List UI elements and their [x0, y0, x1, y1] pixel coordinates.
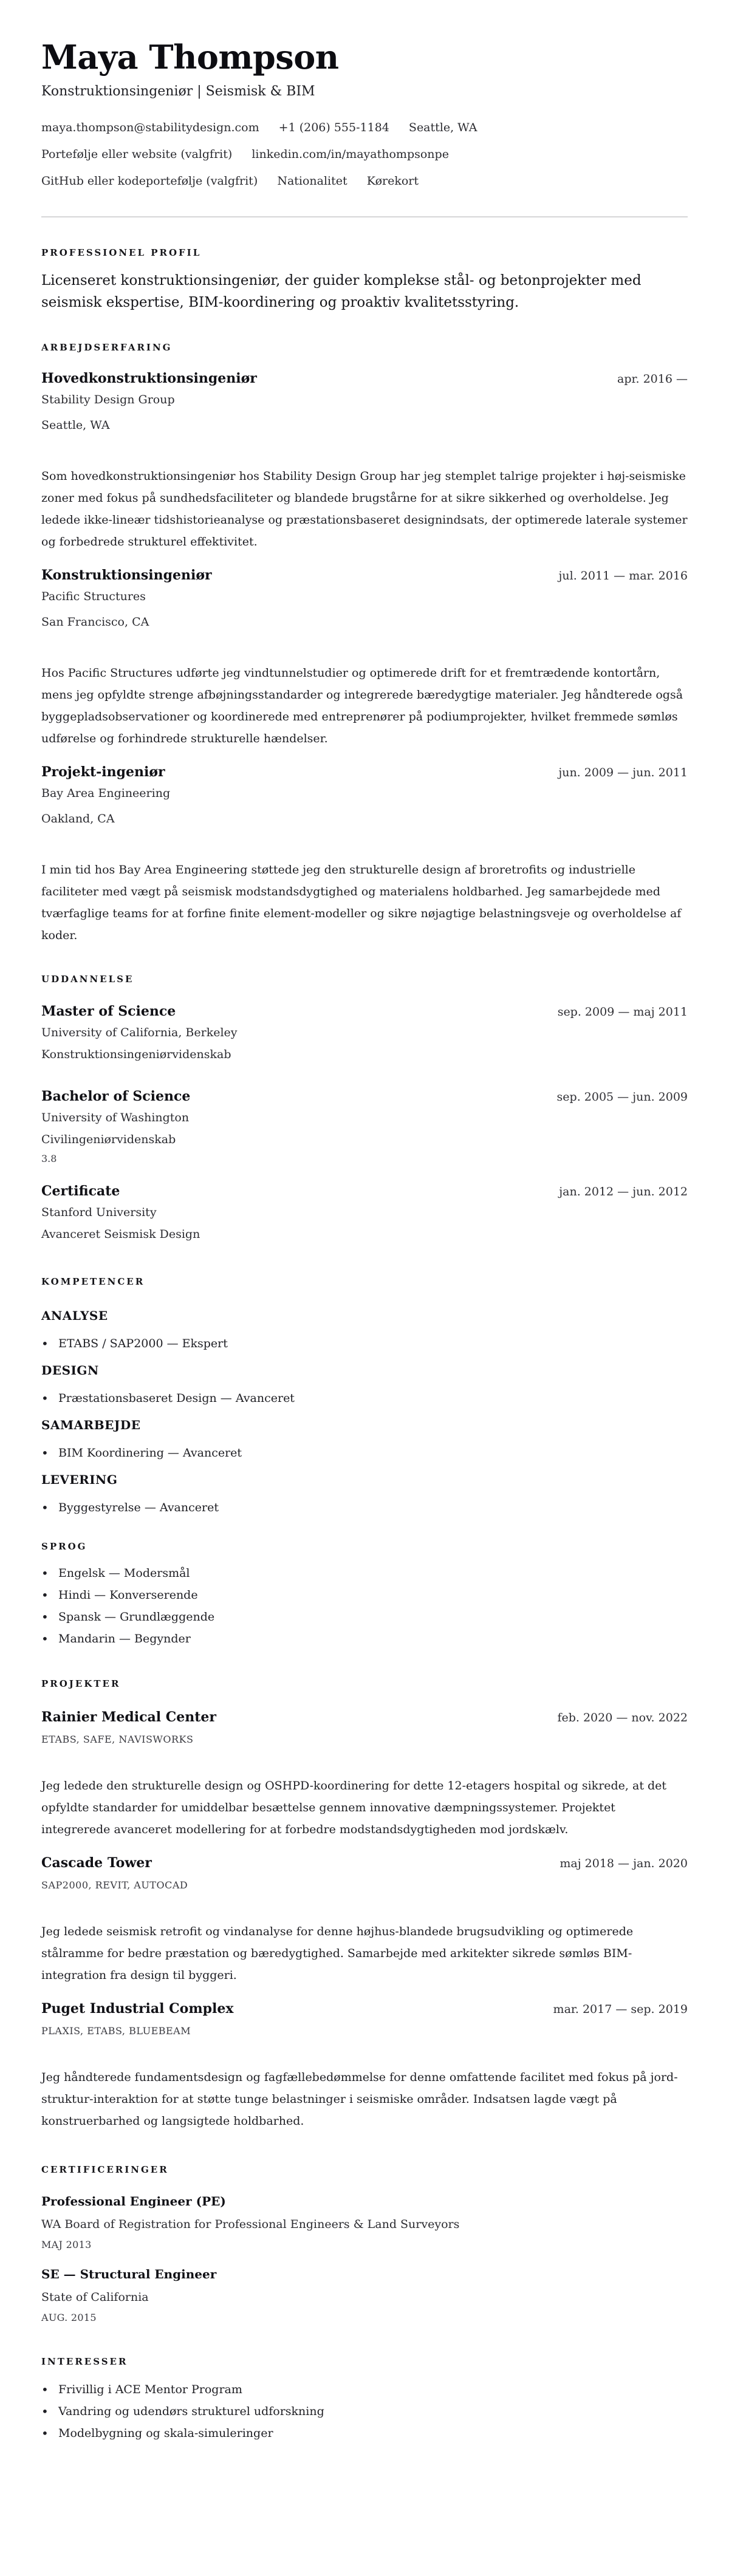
- skill-category: LEVERING: [41, 1472, 118, 1487]
- skill-list: [41, 1335, 688, 1352]
- certification-date: AUG. 2015: [41, 2312, 97, 2323]
- language-item: • Hindi — Konverserende: [41, 1587, 688, 1604]
- section-title-skills: KOMPETENCER: [41, 1276, 145, 1287]
- skill-group: [41, 1362, 688, 1407]
- degree-title: Bachelor of Science: [41, 1088, 191, 1104]
- project-date: feb. 2020 — nov. 2022: [557, 1711, 688, 1724]
- education-gpa: 3.8: [41, 1153, 57, 1164]
- language-item: • Engelsk — Modersmål: [41, 1565, 688, 1582]
- project-item: [41, 1708, 688, 1840]
- experience-item: [41, 369, 688, 553]
- languages-section: [41, 1540, 688, 1647]
- section-title-experience: ARBEJDSERFARING: [41, 342, 173, 353]
- section-title-languages: SPROG: [41, 1541, 87, 1552]
- section-title-education: UDDANNELSE: [41, 974, 134, 985]
- project-description: Jeg ledede seismisk retrofit og vindanalyse for denne højhus-blandede brugsudvikling og optimerede stålramme for bedre præstation og bæredygtighed. Samarbejde med arkitekter sikrede sømløs BIM-integration fra design til byggeri.: [41, 1925, 634, 1982]
- contact-email[interactable]: maya.thompson@stabilitydesign.com: [41, 121, 259, 134]
- experience-section: [41, 341, 688, 946]
- project-tech: SAP2000, REVIT, AUTOCAD: [41, 1879, 188, 1891]
- degree-title: Certificate: [41, 1183, 120, 1199]
- section-title-projects: PROJEKTER: [41, 1678, 121, 1689]
- job-description: I min tid hos Bay Area Engineering støttede jeg den strukturelle design af broretrofits og industrielle faciliteter med vægt på seismisk modstandsdygtighed og materialens holdbarhed. Jeg samarbejdede med tværfaglige teams for at forfine finite element-modeller og sikre nøjagtige belastningsveje og overholdelse af koder.: [41, 863, 682, 942]
- education-date: sep. 2009 — maj 2011: [557, 1005, 688, 1019]
- education-school: University of California, Berkeley: [41, 1026, 238, 1039]
- skill-category: SAMARBEJDE: [41, 1418, 141, 1432]
- header-divider: [41, 216, 688, 217]
- education-item: [41, 1182, 688, 1243]
- project-description: Jeg ledede den strukturelle design og OSHPD-koordinering for dette 12-etagers hospital og sikrede, at det opfyldte standarder for umiddelbar besættelse gennem innovative dæmpningssystemer. Projektet integrerede avanceret modellering for at forbedre modstandsdygtigheden mod jordskælv.: [41, 1779, 667, 1836]
- skill-list: [41, 1444, 688, 1461]
- skill-list: [41, 1390, 688, 1407]
- contact-location: Seattle, WA: [408, 121, 477, 134]
- skill-category: DESIGN: [41, 1363, 99, 1378]
- project-date: maj 2018 — jan. 2020: [560, 1857, 688, 1870]
- certification-issuer: WA Board of Registration for Professional Engineers & Land Surveyors: [41, 2218, 460, 2231]
- education-school: University of Washington: [41, 1111, 190, 1124]
- skill-item: • Præstationsbaseret Design — Avanceret: [41, 1390, 688, 1407]
- contact-linkedin[interactable]: linkedin.com/in/mayathompsonpe: [252, 148, 449, 161]
- project-tech: ETABS, SAFE, NAVISWORKS: [41, 1734, 194, 1745]
- project-date: mar. 2017 — sep. 2019: [553, 2003, 688, 2016]
- certification-item: [41, 2266, 688, 2325]
- skill-group: [41, 1307, 688, 1352]
- projects-section: [41, 1678, 688, 2132]
- contact-row-1: [41, 119, 688, 136]
- project-name: Cascade Tower: [41, 1855, 152, 1871]
- language-list: [41, 1565, 688, 1647]
- education-field: Civilingeniørvidenskab: [41, 1133, 176, 1146]
- contact-github[interactable]: GitHub eller kodeportefølje (valgfrit): [41, 174, 258, 188]
- job-date: jul. 2011 — mar. 2016: [558, 569, 688, 583]
- job-company: Stability Design Group: [41, 393, 175, 406]
- interests-section: [41, 2356, 688, 2442]
- contact-nationality: Nationalitet: [277, 174, 347, 188]
- project-tech: PLAXIS, ETABS, BLUEBEAM: [41, 2025, 191, 2037]
- education-item: [41, 1087, 688, 1166]
- project-name: Rainier Medical Center: [41, 1709, 217, 1725]
- interest-list: [41, 2381, 688, 2442]
- profile-section: [41, 247, 688, 313]
- interest-item: • Modelbygning og skala-simuleringer: [41, 2425, 688, 2442]
- skill-category: ANALYSE: [41, 1308, 108, 1323]
- education-field: Konstruktionsingeniørvidenskab: [41, 1048, 231, 1061]
- job-title: Hovedkonstruktionsingeniør: [41, 371, 257, 386]
- certification-date: MAJ 2013: [41, 2239, 92, 2250]
- certification-issuer: State of California: [41, 2291, 149, 2304]
- skill-group: [41, 1416, 688, 1461]
- job-location: Oakland, CA: [41, 812, 115, 825]
- language-item: • Mandarin — Begynder: [41, 1630, 688, 1647]
- profile-summary: Licenseret konstruktionsingeniør, der guider komplekse stål- og betonprojekter med seismisk ekspertise, BIM-koordinering og proaktiv kvalitetsstyring.: [41, 273, 642, 310]
- degree-title: Master of Science: [41, 1003, 176, 1019]
- job-description: Som hovedkonstruktionsingeniør hos Stability Design Group har jeg stemplet talrige projekter i høj-seismiske zoner med fokus på sundhedsfaciliteter og blandede brugstårne for at sikre sikkerhed og overholdelse. Jeg ledede ikke-lineær tidshistorieanalyse og præstationsbaseret designindsats, der optimerede laterale systemer og forbedrede strukturel effektivitet.: [41, 470, 688, 548]
- contact-phone[interactable]: +1 (206) 555-1184: [278, 121, 389, 134]
- experience-item: [41, 763, 688, 946]
- language-item: • Spansk — Grundlæggende: [41, 1608, 688, 1625]
- candidate-name: Maya Thompson: [41, 38, 339, 77]
- section-title-interests: INTERESSER: [41, 2356, 128, 2367]
- education-item: [41, 1002, 688, 1063]
- project-item: [41, 1854, 688, 1986]
- interest-item: • Vandring og udendørs strukturel udforskning: [41, 2403, 688, 2420]
- certification-item: [41, 2193, 688, 2252]
- contact-portfolio[interactable]: Portefølje eller website (valgfrit): [41, 148, 233, 161]
- project-name: Puget Industrial Complex: [41, 2001, 234, 2017]
- section-title-certifications: CERTIFICERINGER: [41, 2164, 169, 2175]
- certification-name: SE — Structural Engineer: [41, 2267, 217, 2281]
- job-location: Seattle, WA: [41, 419, 110, 432]
- project-description: Jeg håndterede fundamentsdesign og fagfællebedømmelse for denne omfattende facilitet med fokus på jord-struktur-interaktion for at støtte tunge belastninger i seismiske områder. Indsatsen lagde vægt på konstruerbarhed og langsigtede holdbarhed.: [41, 2071, 678, 2128]
- project-item: [41, 2000, 688, 2132]
- candidate-headline: Konstruktionsingeniør | Seismisk & BIM: [41, 84, 315, 99]
- job-company: Pacific Structures: [41, 590, 146, 603]
- skills-section: [41, 1276, 688, 1516]
- job-company: Bay Area Engineering: [41, 787, 171, 800]
- certifications-section: [41, 2164, 688, 2325]
- job-date: jun. 2009 — jun. 2011: [558, 766, 688, 779]
- skill-item: • BIM Koordinering — Avanceret: [41, 1444, 688, 1461]
- job-description: Hos Pacific Structures udførte jeg vindtunnelstudier og optimerede drift for et fremtrædende kontortårn, mens jeg opfyldte strenge afbøjningsstandarder og integrerede bæredygtige materialer. Jeg håndterede også byggepladsobservationer og koordinerede med entreprenører på podiumprojekter, hvilket fremmede sømløs udførelse og forhindrede strukturelle hændelser.: [41, 666, 683, 745]
- resume-header: [41, 35, 688, 217]
- contact-row-2: [41, 146, 688, 163]
- skill-group: [41, 1471, 688, 1516]
- education-date: jan. 2012 — jun. 2012: [559, 1185, 688, 1198]
- education-field: Avanceret Seismisk Design: [41, 1228, 200, 1241]
- skill-item: • Byggestyrelse — Avanceret: [41, 1499, 688, 1516]
- job-title: Konstruktionsingeniør: [41, 567, 212, 583]
- skill-list: [41, 1499, 688, 1516]
- contact-drivers-license: Kørekort: [366, 174, 419, 188]
- interest-item: • Frivillig i ACE Mentor Program: [41, 2381, 688, 2398]
- job-location: San Francisco, CA: [41, 615, 149, 629]
- education-section: [41, 973, 688, 1243]
- job-date: apr. 2016 —: [617, 372, 688, 386]
- section-title-profile: PROFESSIONEL PROFIL: [41, 247, 202, 258]
- education-school: Stanford University: [41, 1206, 157, 1219]
- education-date: sep. 2005 — jun. 2009: [556, 1090, 688, 1104]
- experience-item: [41, 566, 688, 750]
- job-title: Projekt-ingeniør: [41, 764, 165, 780]
- skill-item: • ETABS / SAP2000 — Ekspert: [41, 1335, 688, 1352]
- certification-name: Professional Engineer (PE): [41, 2194, 226, 2209]
- contact-row-3: [41, 173, 688, 190]
